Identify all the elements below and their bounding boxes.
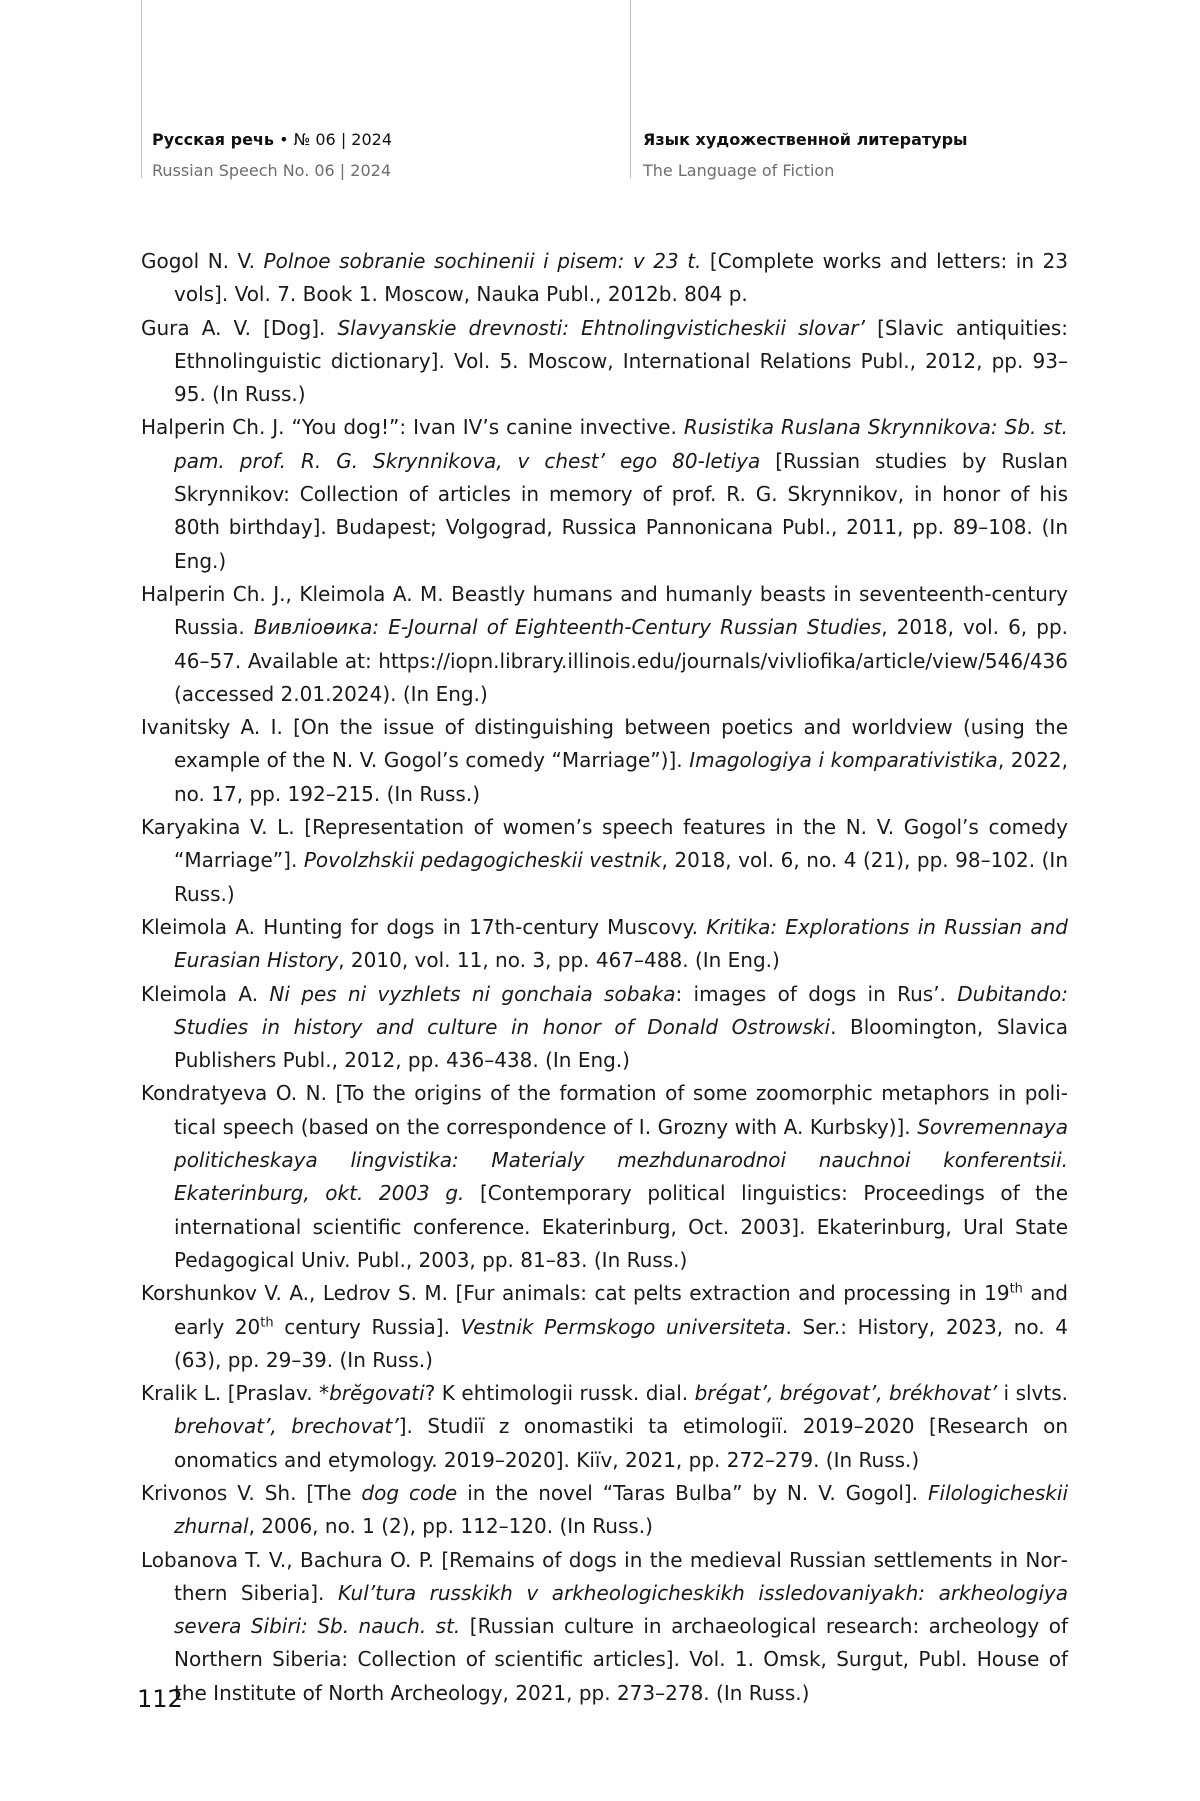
reference-item: Kondratyeva O. N. [To the origins of the formation of some zoomorphic metaphors in political speech (based on the correspondence of I. Grozny with A. Kurbsky)]. Sovremennaya politicheskaya lingvistika: Materialy mezhdunarodnoi nauchnoi konferentsii. Ekaterinburg, okt. 2003 g. [Contemporary political linguistics: Proceedings of the international scientific conference. Ekaterinburg, Oct. 2003]. Ekaterinburg, Ural State Pedagogical Univ. Publ., 2003, pp. 81–83. (In Russ.) [141, 1081, 1069, 1272]
reference-item: Ivanitsky A. I. [On the issue of distinguishing between poetics and worldview (using the example of the N. V. Gogol’s comedy “Marriage”)]. Imagologiya i komparativistika, 2022, no. 17, pp. 192–215. (In Russ.) [141, 715, 1068, 806]
journal-title-ru: Русская речь [152, 130, 275, 149]
running-header-section [643, 124, 968, 186]
reference-item: Kralik L. [Praslav. *brĕgovati? K ehtimologii russk. dial. brégat’, brégovat’, brékhovat’ i slvts. brehovat’, brechovat’]. Studiï z onomastiki ta etimologiï. 2019–2020 [Research on onomatics and etymology. 2019–2020]. Kiïv, 2021, pp. 272–279. (In Russ.) [141, 1381, 1068, 1472]
page-number: 112 [137, 1685, 183, 1713]
reference-item: Halperin Ch. J. “You dog!”: Ivan IV’s canine invective. Rusistika Ruslana Skrynnikova: Sb. st. pam. prof. R. G. Skrynnikova, v chest’ ego 80-letiya [Russian studies by Ruslan Skrynnikov: Collection of articles in memory of prof. R. G. Skrynnikov, in honor of his 80th birthday]. Budapest; Volgograd, Russica Pannonicana Publ., 2011, pp. 89–108. (In Eng.) [141, 415, 1068, 573]
reference-item: Krivonos V. Sh. [The dog code in the novel “Taras Bulba” by N. V. Gogol]. Filologicheskii zhurnal, 2006, no. 1 (2), pp. 112–120. (In Russ.) [141, 1480, 1069, 1539]
header-rule-right [630, 0, 631, 178]
issue-ru: № 06 | 2024 [293, 130, 393, 149]
reference-item: Lobanova T. V., Bachura O. P. [Remains of dogs in the medieval Russian settlements in Northern Siberia]. Kul’tura russkikh v arkheologicheskikh issledovaniyakh: arkheologiya severa Sibiri: Sb. nauch. st. [Russian culture in archaeological research: archeology of Northern Siberia: Collection of scientific articles]. Vol. 1. Omsk, Surgut, Publ. House of the Institute of North Archeology, 2021, pp. 273–278. (In Russ.) [141, 1547, 1068, 1705]
reference-item: Halperin Ch. J., Kleimola A. M. Beastly humans and humanly beasts in seventeenth-century Russia. Вивлiоѳика: E-Journal of Eighteenth-Century Russian Studies, 2018, vol. 6, pp. 46–57. Available at: https://iopn.library.illinois.edu/journals/vivliofika/article/view/546/436 (accessed 2.01.2024). (In Eng.) [141, 581, 1068, 706]
reference-item: Gogol N. V. Polnoe sobranie sochinenii i pisem: v 23 t. [Complete works and letters: in 23 vols]. Vol. 7. Book 1. Moscow, Nauka Publ., 2012b. 804 p. [141, 249, 1068, 307]
reference-item: Korshunkov V. A., Ledrov S. M. [Fur animals: cat pelts extraction and processing in 19th and early 20th century Russia]. Vestnik Permskogo universiteta. Ser.: History, 2023, no. 4 (63), pp. 29–39. (In Russ.) [141, 1281, 1069, 1372]
reference-item: Karyakina V. L. [Representation of women’s speech features in the N. V. Gogol’s comedy “Marriage”]. Povolzhskii pedagogicheskii vestnik, 2018, vol. 6, no. 4 (21), pp. 98–102. (In Russ.) [141, 815, 1069, 906]
section-title-ru: Язык художественной литературы [643, 130, 968, 149]
reference-item: Kleimola A. Hunting for dogs in 17th-century Muscovy. Kritika: Explorations in Russian and Eurasian History, 2010, vol. 11, no. 3, pp. 467–488. (In Eng.) [141, 914, 1068, 973]
reference-list [141, 245, 1068, 1710]
journal-title-en: Russian Speech No. 06 | 2024 [152, 161, 391, 180]
reference-item: Kleimola A. Ni pes ni vyzhlets ni gonchaia sobaka: images of dogs in Rus’. Dubitando: Studies in history and culture in honor of Donald Ostrowski. Bloomington, Slavica Publishers Publ., 2012, pp. 436–438. (In Eng.) [141, 981, 1069, 1073]
running-header-journal: Русская речь • № 06 | 2024 Russian Speech No. 06 | 2024 [152, 124, 392, 186]
header-rule-left [141, 0, 142, 178]
section-title-en: The Language of Fiction [643, 161, 835, 180]
reference-item: Gura A. V. [Dog]. Slavyanskie drevnosti: Ehtnolingvisticheskii slovar’ [Slavic antiquities: Ethnolinguistic dictionary]. Vol. 5. Moscow, International Relations Publ., 2012, pp. 93–95. (In Russ.) [141, 315, 1068, 407]
